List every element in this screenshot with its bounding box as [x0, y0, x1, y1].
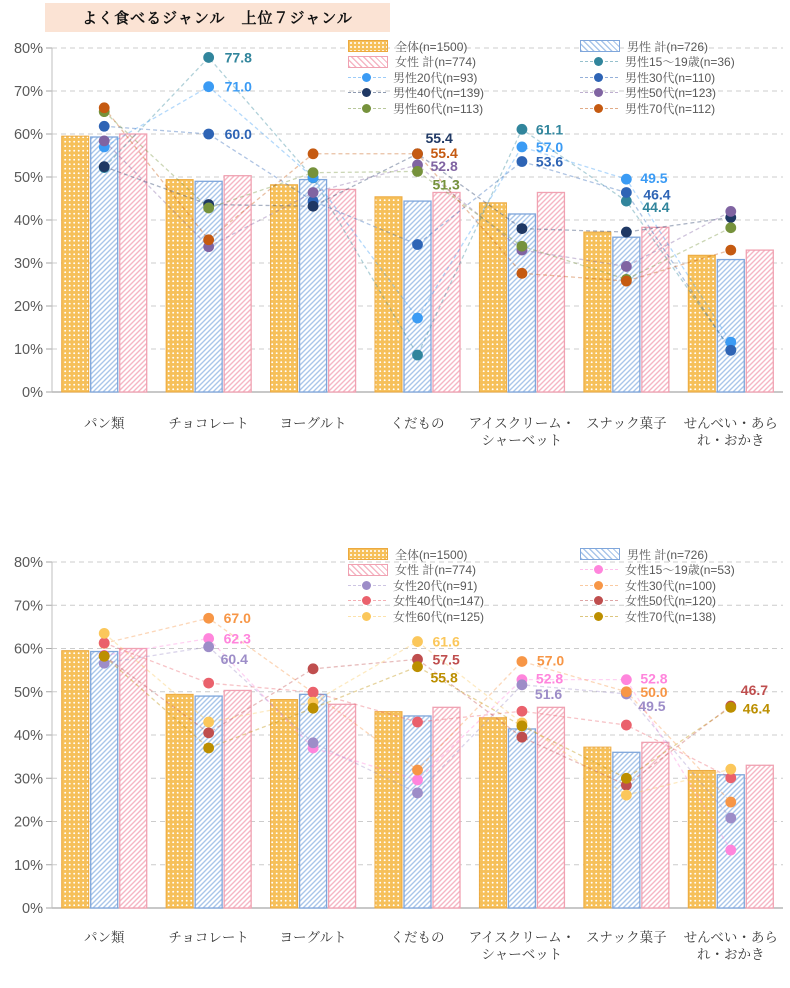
- svg-text:0%: 0%: [22, 385, 43, 401]
- bar: [537, 192, 564, 392]
- data-point: [412, 765, 423, 776]
- data-point: [621, 174, 632, 185]
- data-label: 71.0: [224, 78, 252, 95]
- legend-label: 男性20代(n=93): [393, 70, 478, 85]
- bottom-chart-legend: [348, 548, 790, 623]
- data-point: [99, 102, 110, 113]
- bar: [688, 770, 715, 908]
- data-point: [517, 142, 528, 153]
- data-point: [99, 628, 110, 639]
- legend-label: 女性20代(n=91): [393, 578, 478, 593]
- page-title: よく食べるジャンル 上位７ジャンル: [45, 3, 390, 32]
- data-label: 61.6: [432, 633, 460, 650]
- legend-item: [348, 610, 572, 623]
- legend-item: [580, 579, 790, 592]
- data-point: [308, 187, 319, 198]
- legend-column: [580, 40, 790, 115]
- data-point: [725, 245, 736, 256]
- category-label: せんべい・あられ・おかき: [683, 930, 778, 962]
- bar: [717, 775, 744, 908]
- bar: [688, 255, 715, 392]
- bar: [613, 237, 640, 392]
- legend-label: 男性 計(n=726): [627, 547, 709, 562]
- data-point: [517, 721, 528, 732]
- bar: [642, 742, 669, 908]
- legend-bar-swatch: [348, 548, 388, 560]
- legend-point-marker: [580, 56, 618, 67]
- data-point: [412, 661, 423, 672]
- legend-point-marker: [348, 87, 386, 98]
- data-label: 55.4: [430, 144, 458, 161]
- bar: [271, 185, 298, 392]
- legend-column: [580, 548, 790, 623]
- legend-item: [580, 610, 790, 623]
- legend-bar-swatch: [348, 40, 388, 52]
- data-point: [203, 81, 214, 92]
- legend-point-marker: [348, 595, 386, 606]
- data-point: [517, 656, 528, 667]
- bar: [404, 201, 431, 392]
- category-label: パン類: [83, 930, 125, 945]
- data-point: [412, 239, 423, 250]
- bar: [166, 694, 193, 908]
- legend-item: [348, 595, 572, 608]
- data-point: [308, 167, 319, 178]
- legend-point-marker: [348, 580, 386, 591]
- data-point: [412, 350, 423, 361]
- legend-label: 全体(n=1500): [395, 39, 468, 54]
- data-label: 67.0: [223, 610, 251, 627]
- legend-point-marker: [348, 72, 386, 83]
- bar: [166, 180, 193, 392]
- svg-text:50%: 50%: [13, 684, 43, 701]
- data-point: [621, 227, 632, 238]
- svg-text:40%: 40%: [13, 728, 43, 744]
- legend-bar-swatch: [580, 548, 620, 560]
- legend-item: [580, 548, 790, 561]
- bar: [62, 651, 89, 908]
- data-point: [517, 124, 528, 135]
- svg-text:50%: 50%: [13, 170, 43, 186]
- data-point: [203, 727, 214, 738]
- legend-label: 男性70代(n=112): [625, 101, 716, 116]
- legend-point-marker: [580, 564, 618, 575]
- data-point: [308, 703, 319, 714]
- legend-label: 女性 計(n=774): [395, 55, 477, 70]
- data-label: 57.5: [432, 651, 460, 668]
- data-label: 53.6: [535, 153, 564, 170]
- data-point: [517, 706, 528, 717]
- data-point: [203, 203, 214, 214]
- data-point: [412, 717, 423, 728]
- legend-item: [348, 40, 572, 53]
- svg-text:70%: 70%: [13, 84, 43, 100]
- data-label: 57.0: [536, 652, 565, 669]
- bar: [271, 700, 298, 908]
- legend-point-marker: [580, 595, 618, 606]
- y-axis-labels: [14, 555, 43, 917]
- data-point: [308, 663, 319, 674]
- category-label: チョコレート: [168, 416, 249, 431]
- data-point: [308, 737, 319, 748]
- legend-point-marker: [348, 611, 386, 622]
- data-point: [621, 674, 632, 685]
- legend-item: [348, 71, 572, 84]
- bar: [508, 729, 535, 908]
- legend-point-marker: [580, 103, 618, 114]
- data-point: [308, 148, 319, 159]
- category-label: チョコレート: [168, 930, 249, 945]
- legend-bar-swatch: [348, 564, 388, 576]
- bar: [717, 260, 744, 392]
- legend-label: 女性15～19歳(n=53): [625, 563, 735, 578]
- data-point: [203, 641, 214, 652]
- bar: [479, 203, 506, 392]
- category-label: アイスクリーム・シャーベット: [468, 930, 576, 962]
- bar: [120, 649, 147, 909]
- data-point: [517, 679, 528, 690]
- legend-item: [580, 56, 790, 69]
- legend-label: 女性40代(n=147): [393, 594, 485, 609]
- legend-item: [580, 595, 790, 608]
- legend-point-marker: [580, 580, 618, 591]
- svg-text:20%: 20%: [13, 299, 43, 315]
- svg-text:70%: 70%: [13, 598, 43, 615]
- bar: [329, 189, 356, 392]
- legend-item: [580, 87, 790, 100]
- bar: [120, 134, 147, 392]
- legend-label: 全体(n=1500): [395, 547, 468, 562]
- legend-item: [348, 102, 572, 115]
- legend-bar-swatch: [348, 56, 388, 68]
- data-point: [412, 788, 423, 799]
- data-point: [725, 345, 736, 356]
- bar: [584, 232, 611, 392]
- data-point: [621, 276, 632, 287]
- bar: [479, 718, 506, 908]
- data-point: [203, 234, 214, 245]
- bar: [537, 707, 564, 908]
- x-axis-labels: [84, 929, 778, 962]
- legend-point-marker: [580, 72, 618, 83]
- legend-point-marker: [580, 87, 618, 98]
- data-point: [517, 241, 528, 252]
- data-point: [412, 775, 423, 786]
- data-label: 55.4: [425, 129, 453, 146]
- data-label: 52.8: [430, 157, 458, 174]
- data-point: [725, 764, 736, 775]
- category-label: スナック菓子: [586, 930, 667, 945]
- legend-item: [580, 102, 790, 115]
- legend-item: [348, 56, 572, 69]
- data-point: [308, 201, 319, 212]
- data-point: [99, 651, 110, 662]
- data-label: 50.0: [640, 683, 668, 700]
- data-point: [725, 845, 736, 856]
- svg-text:0%: 0%: [22, 901, 43, 917]
- legend-label: 女性60代(n=125): [393, 609, 485, 624]
- data-point: [517, 268, 528, 279]
- legend-label: 男性50代(n=123): [625, 86, 717, 101]
- data-point: [99, 121, 110, 132]
- svg-text:10%: 10%: [13, 857, 43, 874]
- legend-point-marker: [580, 611, 618, 622]
- data-label: 51.3: [432, 176, 460, 193]
- svg-text:60%: 60%: [13, 641, 43, 658]
- data-point: [203, 129, 214, 140]
- data-point: [517, 223, 528, 234]
- legend-item: [348, 564, 572, 577]
- data-label: 46.4: [742, 700, 771, 717]
- legend-item: [580, 71, 790, 84]
- data-label: 57.0: [535, 138, 564, 155]
- data-label: 49.5: [640, 170, 668, 187]
- data-point: [203, 613, 214, 624]
- bar: [62, 136, 89, 392]
- data-label: 44.4: [642, 199, 670, 216]
- data-point: [99, 135, 110, 146]
- bar: [746, 250, 773, 392]
- data-point: [621, 187, 632, 198]
- bar: [91, 137, 118, 392]
- bar: [433, 707, 460, 908]
- category-label: アイスクリーム・シャーベット: [468, 416, 576, 448]
- category-label: ヨーグルト: [279, 930, 347, 945]
- data-label: 46.4: [643, 186, 671, 203]
- legend-label: 男性 計(n=726): [627, 39, 709, 54]
- data-point: [203, 52, 214, 63]
- bar: [642, 227, 669, 392]
- bar: [375, 197, 402, 392]
- category-label: スナック菓子: [586, 416, 667, 431]
- y-axis-labels: [14, 41, 43, 401]
- svg-text:60%: 60%: [13, 127, 43, 143]
- legend-column: [348, 40, 572, 115]
- legend-label: 女性 計(n=774): [395, 563, 477, 578]
- data-point: [99, 161, 110, 172]
- x-axis-labels: [84, 415, 778, 448]
- svg-text:30%: 30%: [13, 771, 43, 788]
- data-point: [517, 156, 528, 167]
- top-chart-legend: [348, 40, 790, 115]
- category-label: パン類: [83, 416, 125, 431]
- legend-label: 女性50代(n=120): [625, 594, 717, 609]
- data-point: [621, 720, 632, 731]
- data-label: 55.8: [430, 669, 458, 686]
- data-point: [621, 261, 632, 272]
- legend-item: [580, 40, 790, 53]
- category-label: ヨーグルト: [279, 416, 347, 431]
- legend-item: [580, 564, 790, 577]
- legend-label: 男性40代(n=139): [393, 86, 485, 101]
- data-point: [412, 313, 423, 324]
- data-point: [203, 743, 214, 754]
- bar: [433, 192, 460, 392]
- svg-text:30%: 30%: [13, 256, 43, 272]
- data-label: 62.3: [223, 630, 251, 647]
- data-label: 77.8: [224, 49, 252, 66]
- legend-label: 男性15～19歳(n=36): [625, 55, 735, 70]
- data-point: [621, 686, 632, 697]
- data-point: [725, 702, 736, 713]
- legend-label: 男性30代(n=110): [625, 70, 716, 85]
- svg-text:10%: 10%: [13, 342, 43, 358]
- data-point: [412, 148, 423, 159]
- data-point: [725, 813, 736, 824]
- data-label: 52.8: [640, 670, 668, 687]
- legend-label: 男性60代(n=113): [393, 101, 484, 116]
- bar: [91, 652, 118, 908]
- category-label: くだもの: [390, 416, 445, 431]
- svg-text:40%: 40%: [13, 213, 43, 229]
- data-point: [725, 222, 736, 233]
- data-label: 52.8: [535, 670, 564, 687]
- data-label: 61.1: [535, 121, 564, 138]
- data-point: [412, 636, 423, 647]
- bar: [508, 214, 535, 392]
- legend-label: 女性70代(n=138): [625, 609, 717, 624]
- bar: [329, 704, 356, 908]
- data-point: [412, 166, 423, 177]
- category-label: くだもの: [390, 930, 445, 945]
- legend-label: 女性30代(n=100): [625, 578, 717, 593]
- data-point: [725, 206, 736, 217]
- data-label: 60.4: [220, 650, 248, 667]
- data-label: 46.7: [740, 682, 769, 699]
- legend-item: [348, 548, 572, 561]
- bar: [224, 690, 251, 908]
- bar: [746, 765, 773, 908]
- data-point: [99, 637, 110, 648]
- data-point: [308, 687, 319, 698]
- svg-text:80%: 80%: [13, 555, 43, 571]
- legend-bar-swatch: [580, 40, 620, 52]
- data-point: [621, 773, 632, 784]
- data-point: [621, 790, 632, 801]
- bar: [404, 716, 431, 908]
- data-point: [517, 732, 528, 743]
- svg-text:80%: 80%: [13, 41, 43, 57]
- data-label: 51.6: [534, 685, 563, 702]
- data-label: 49.5: [638, 697, 666, 714]
- category-label: せんべい・あられ・おかき: [683, 416, 778, 448]
- legend-item: [348, 579, 572, 592]
- data-point: [203, 678, 214, 689]
- data-label: 60.0: [224, 126, 252, 142]
- bar: [300, 694, 327, 908]
- data-point: [203, 717, 214, 728]
- svg-text:20%: 20%: [13, 814, 43, 831]
- data-point: [725, 797, 736, 808]
- legend-column: [348, 548, 572, 623]
- legend-point-marker: [348, 103, 386, 114]
- legend-item: [348, 87, 572, 100]
